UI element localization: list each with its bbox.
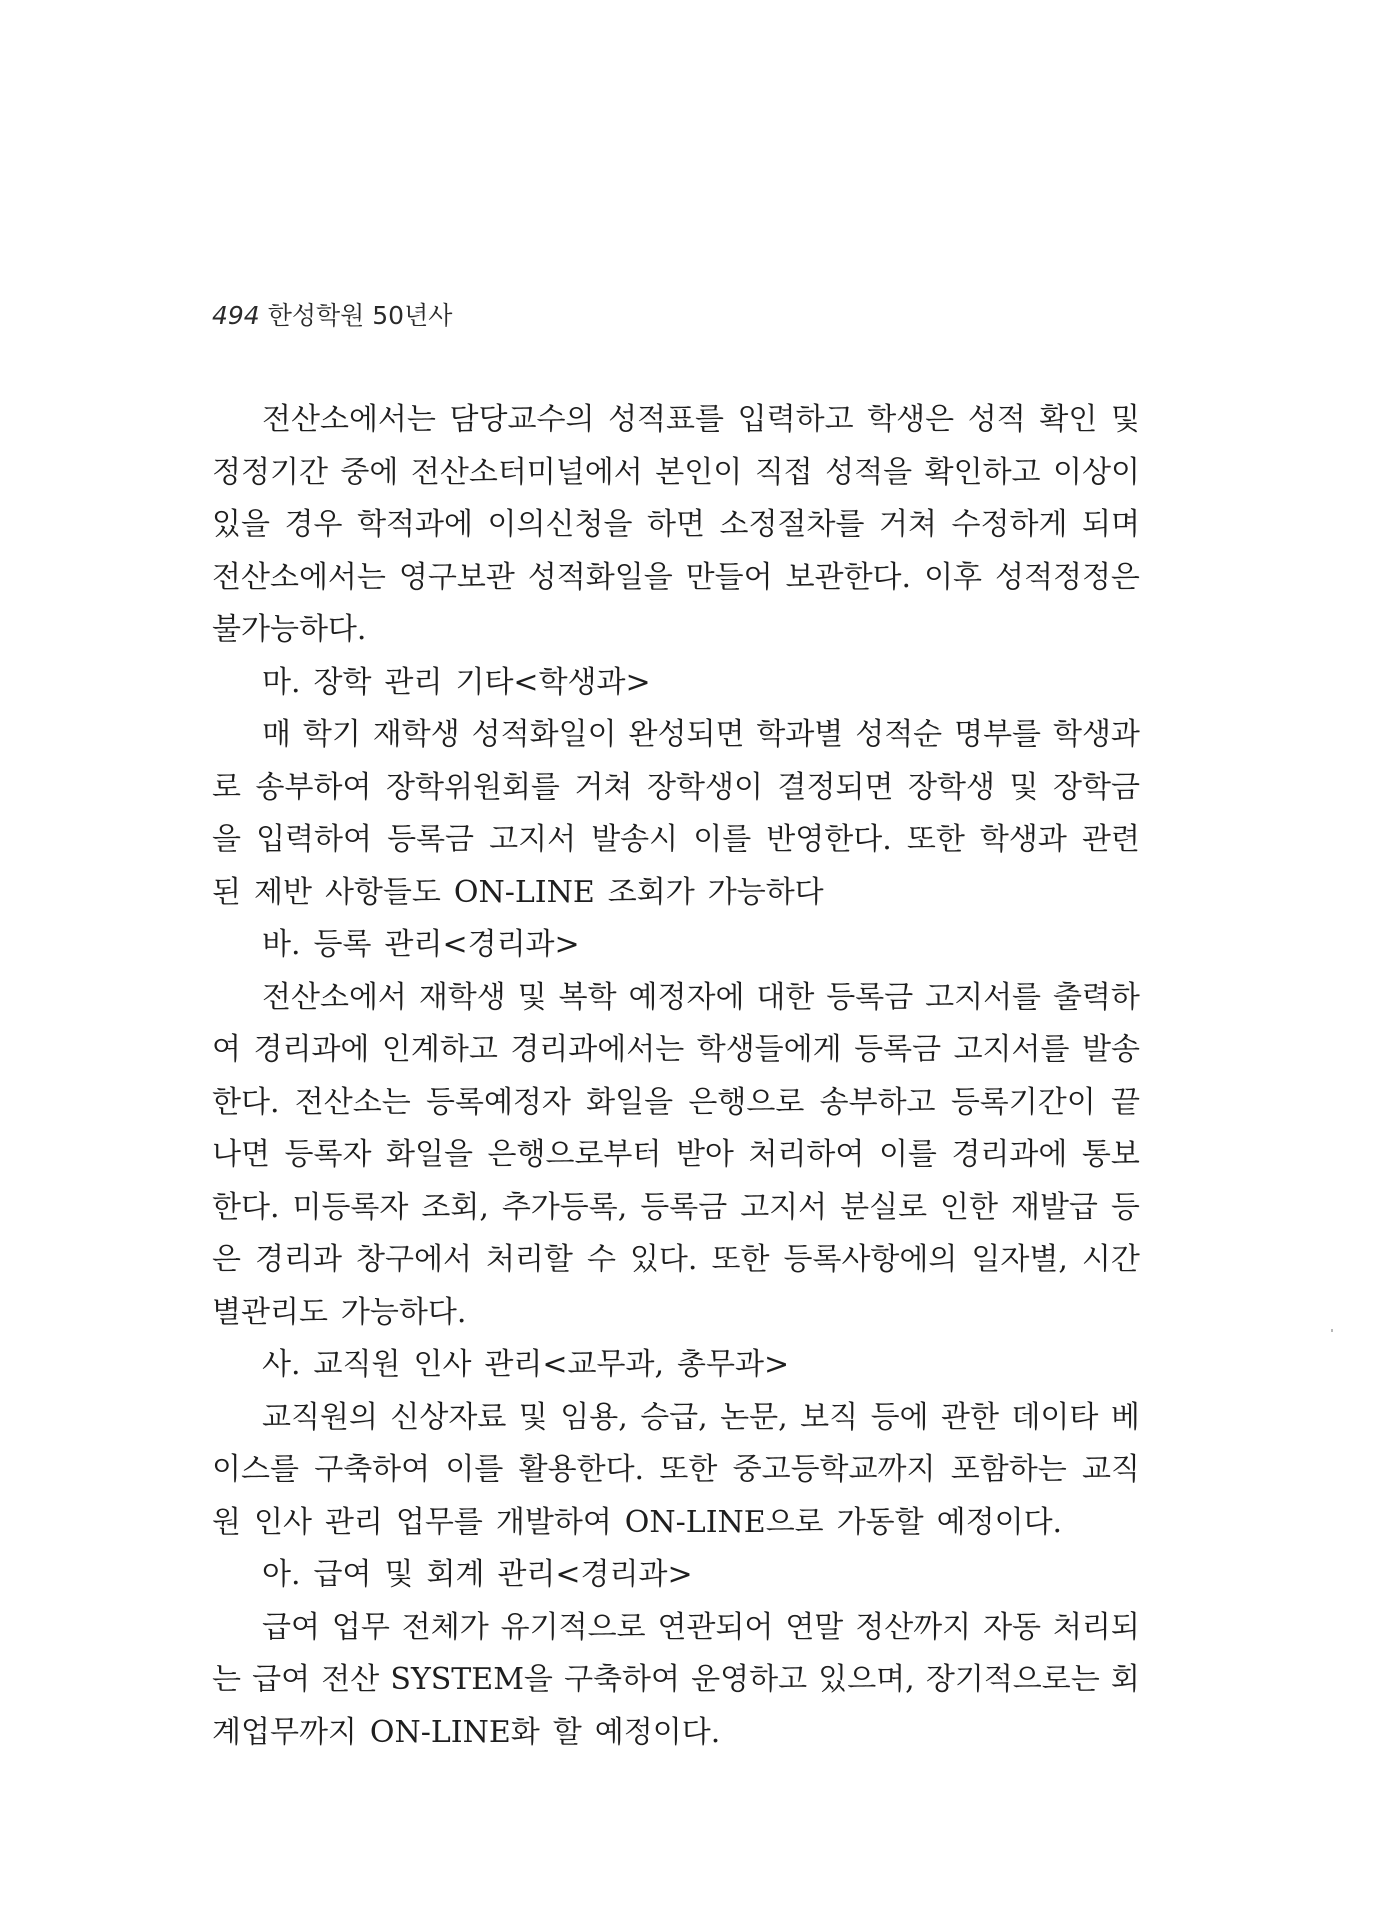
word: 재발급 — [1010, 1189, 1098, 1225]
word: 영구보관 — [398, 559, 515, 595]
word: 거쳐 — [879, 507, 937, 542]
word: 만들어 — [685, 559, 773, 595]
word: 화일을 — [586, 1084, 674, 1120]
running-header — [212, 296, 452, 332]
word: 송부하고 — [819, 1084, 936, 1120]
word: 인사 — [253, 1504, 312, 1540]
text-line — [212, 1392, 1140, 1445]
word: 및 — [384, 1557, 414, 1592]
word: 자동 — [983, 1609, 1042, 1645]
text-line — [212, 1024, 1140, 1077]
word: 이를 — [445, 1452, 504, 1487]
word: 베 — [1110, 1399, 1140, 1435]
word: 확인하고 — [924, 454, 1041, 490]
word: 급여 — [313, 1557, 372, 1592]
word: 완성되면 — [628, 717, 745, 752]
word: 복학 — [558, 979, 617, 1015]
word: 학생들에게 — [696, 1032, 842, 1067]
word: 고지서를 — [925, 979, 1042, 1015]
word: 구축하여 — [314, 1452, 431, 1487]
word: 장학금 — [1053, 769, 1140, 805]
word: 여 — [212, 1032, 241, 1067]
word: 소정절차를 — [719, 507, 865, 542]
word: 관리<경리과> — [384, 927, 580, 962]
word: 확인 — [1039, 402, 1098, 437]
word: 을 — [212, 822, 241, 857]
text-line — [212, 814, 1140, 867]
word: 또한 — [906, 822, 965, 857]
word: 출력하 — [1052, 979, 1140, 1015]
word: 전산소에서 — [262, 979, 407, 1015]
word: 결정되면 — [777, 769, 894, 805]
word: 장학생이 — [647, 769, 763, 805]
text-line — [212, 1602, 1140, 1655]
word: 업무를 — [395, 1504, 483, 1540]
text-line — [212, 762, 1140, 815]
word: 예정이다. — [594, 1714, 721, 1750]
word: SYSTEM을 — [390, 1662, 553, 1697]
word: 가능하다. — [340, 1294, 467, 1330]
text-line — [212, 1182, 1140, 1235]
word: 성적을 — [825, 454, 913, 490]
word: 학생과 — [1052, 717, 1140, 752]
word: 개발하여 — [495, 1504, 612, 1540]
word: 제반 — [253, 874, 312, 910]
word: 인한 — [940, 1189, 998, 1225]
word: 경리과 — [255, 1242, 342, 1277]
word: 이스를 — [212, 1452, 299, 1487]
book-title: 한성학원 50년사 — [267, 301, 453, 330]
word: 조회가 — [607, 874, 695, 910]
word: 데이타 — [1011, 1399, 1099, 1435]
word: 신상자료 — [390, 1399, 507, 1435]
word: 등록예정자 — [425, 1084, 571, 1120]
word: 는 — [212, 1662, 241, 1697]
word: 한다. — [212, 1084, 280, 1120]
text-line — [212, 1707, 1140, 1760]
word: 정산까지 — [855, 1609, 972, 1645]
word: 보관한다. — [785, 559, 912, 595]
text-line — [212, 604, 1140, 657]
word: 관련 — [1081, 822, 1140, 857]
word: 고지서를 — [953, 1032, 1070, 1067]
word: 있으며, — [818, 1662, 915, 1697]
word: ON-LINE — [453, 874, 595, 910]
word: 발송시 — [591, 822, 679, 857]
word: 통보 — [1081, 1137, 1140, 1172]
word: 또한 — [711, 1242, 770, 1277]
section-heading — [212, 657, 1140, 710]
page-number: 494 — [212, 301, 260, 330]
word: 경리과에 — [951, 1137, 1068, 1172]
text-line — [212, 1234, 1140, 1287]
word: 회계 — [426, 1557, 485, 1592]
word: 할 — [552, 1714, 582, 1750]
word: 있다. — [629, 1242, 698, 1277]
word: 등 — [1110, 1189, 1140, 1225]
word: 전산소에서는 — [212, 559, 386, 595]
word: 전산 — [321, 1662, 380, 1697]
word: 정정기간 — [212, 454, 328, 490]
word: 성적화일을 — [527, 559, 673, 595]
word: 한다. — [212, 1189, 280, 1225]
word: 승급, — [640, 1399, 708, 1435]
text-line — [212, 1129, 1140, 1182]
word: 조회, — [421, 1189, 489, 1225]
word: 끝 — [1111, 1084, 1140, 1120]
word: 총무과> — [677, 1347, 790, 1382]
word: 재학생 — [418, 979, 506, 1015]
word: 관리<경리과> — [497, 1557, 693, 1592]
word: 학생은 — [867, 402, 955, 437]
word: 보직 — [800, 1399, 859, 1435]
word: 또한 — [659, 1452, 718, 1487]
word: 처리하여 — [748, 1137, 865, 1172]
word: 학생과 — [979, 822, 1067, 857]
word: 및 — [517, 979, 547, 1015]
text-line — [212, 447, 1140, 500]
word: 성적정정은 — [995, 559, 1140, 595]
word: 급여 — [252, 1662, 311, 1697]
word: 하면 — [647, 507, 705, 542]
word: 있을 — [212, 507, 270, 542]
word: 마. — [262, 664, 301, 700]
word: 예정자에 — [628, 979, 745, 1015]
word: 별관리도 — [212, 1294, 328, 1330]
text-line — [212, 972, 1140, 1025]
word: 등록금 — [826, 979, 914, 1015]
body-text — [212, 394, 1140, 1759]
word: 연관되어 — [657, 1609, 774, 1645]
word: 불가능하다. — [212, 612, 367, 647]
word: 가능하다 — [707, 874, 824, 910]
word: 및 — [1111, 402, 1140, 437]
word: 아. — [262, 1557, 301, 1592]
word: 예정이다. — [936, 1504, 1063, 1540]
word: 학과별 — [756, 717, 844, 752]
word: 등록 — [313, 927, 372, 962]
word: 미등록자 — [292, 1189, 409, 1225]
word: 수정하게 — [951, 507, 1068, 542]
word: 등록금 — [387, 822, 475, 857]
word: 반영한다. — [766, 822, 892, 857]
word: 교직원의 — [262, 1399, 378, 1435]
word: 교직 — [1081, 1452, 1140, 1487]
word: 처리되 — [1052, 1609, 1140, 1645]
word: 이상이 — [1053, 454, 1140, 490]
word: 장학 — [313, 664, 372, 700]
word: 된 — [212, 874, 241, 910]
word: 학적과에 — [357, 507, 473, 542]
word: 성적표를 — [608, 402, 724, 437]
word: 학기 — [302, 717, 361, 752]
word: 추가등록, — [501, 1189, 628, 1225]
word: 원 — [212, 1504, 241, 1540]
word: 등록사항에의 — [783, 1242, 958, 1277]
word: 이를 — [878, 1137, 937, 1172]
word: 입력하고 — [737, 402, 854, 437]
word: 인계하고 — [381, 1032, 498, 1067]
word: 이후 — [924, 559, 983, 595]
word: 유기적으로 — [500, 1609, 646, 1645]
word: 일자별, — [971, 1242, 1068, 1277]
word: 및 — [518, 1399, 548, 1435]
word: 관리 — [324, 1504, 383, 1540]
word: 이를 — [693, 822, 752, 857]
section-heading — [212, 1339, 1140, 1392]
word: 고지서 — [489, 822, 577, 857]
word: 운영하고 — [691, 1662, 808, 1697]
word: 구축하여 — [564, 1662, 680, 1697]
word: 입력하여 — [256, 822, 372, 857]
word: 인사 — [413, 1347, 472, 1382]
word: 전산소는 — [294, 1084, 411, 1120]
word: 장기적으로는 — [925, 1662, 1100, 1697]
word: 기타<학생과> — [455, 664, 651, 700]
word: 창구에서 — [356, 1242, 472, 1277]
word: 장학위원회를 — [386, 769, 560, 805]
word: 경우 — [284, 507, 343, 542]
word: 은행으로부터 — [487, 1137, 662, 1172]
word: 장학생 — [907, 769, 995, 805]
word: 송부하여 — [255, 769, 372, 805]
word: 되며 — [1082, 507, 1140, 542]
word: 거쳐 — [574, 769, 633, 805]
word: ON-LINE화 — [369, 1714, 540, 1750]
word: 전체가 — [401, 1609, 489, 1645]
word: 관리<교무과, — [484, 1347, 665, 1382]
word: 발송 — [1082, 1032, 1140, 1067]
word: 가동할 — [836, 1504, 924, 1540]
word: 관리 — [384, 664, 443, 700]
word: 등록금 — [640, 1189, 728, 1225]
word: 성적화일이 — [471, 717, 617, 752]
word: 고지서 — [740, 1189, 828, 1225]
word: 바. — [262, 927, 301, 962]
text-line — [212, 867, 1140, 920]
word: 로 — [212, 769, 241, 805]
text-line — [212, 1654, 1140, 1707]
word: 사항들도 — [324, 874, 441, 910]
text-line — [212, 394, 1140, 447]
word: 전산소에서는 — [262, 402, 436, 437]
word: 임용, — [560, 1399, 628, 1435]
word: 수 — [586, 1242, 616, 1277]
text-line — [212, 552, 1140, 605]
word: 은행으로 — [688, 1084, 805, 1120]
word: 성적 — [967, 402, 1026, 437]
word: ON-LINE으로 — [624, 1504, 824, 1540]
word: 회 — [1110, 1662, 1140, 1697]
word: 등록금 — [854, 1032, 942, 1067]
word: 받아 — [675, 1137, 734, 1172]
word: 계업무까지 — [212, 1714, 357, 1750]
word: 중고등학교까지 — [732, 1452, 936, 1487]
word: 교직원 — [313, 1347, 401, 1382]
word: 등록기간이 — [950, 1084, 1096, 1120]
word: 논문, — [720, 1399, 788, 1435]
word: 중에 — [340, 454, 399, 490]
text-line — [212, 1497, 1140, 1550]
word: 대한 — [756, 979, 815, 1015]
word: 재학생 — [372, 717, 460, 752]
word: 성적순 — [855, 717, 943, 752]
word: 등에 — [870, 1399, 929, 1435]
scan-speck — [1331, 1329, 1333, 1332]
word: 및 — [1009, 769, 1039, 805]
word: 업무 — [331, 1609, 390, 1645]
word: 직접 — [754, 454, 813, 490]
word: 활용한다. — [518, 1452, 645, 1487]
word: 나면 — [212, 1137, 270, 1172]
text-line — [212, 499, 1140, 552]
word: 전산소터미널에서 — [410, 454, 643, 490]
word: 시간 — [1081, 1242, 1140, 1277]
text-line — [212, 1287, 1140, 1340]
word: 등록자 — [284, 1137, 372, 1172]
text-line — [212, 1444, 1140, 1497]
word: 사. — [262, 1347, 301, 1382]
section-heading — [212, 919, 1140, 972]
word: 관한 — [941, 1399, 999, 1435]
word: 분실로 — [840, 1189, 928, 1225]
section-heading — [212, 1549, 1140, 1602]
word: 은 — [212, 1242, 241, 1277]
word: 경리과에서는 — [510, 1032, 685, 1067]
text-line — [212, 709, 1140, 762]
word: 담당교수의 — [449, 402, 595, 437]
word: 경리과에 — [253, 1032, 370, 1067]
word: 명부를 — [954, 717, 1042, 752]
word: 매 — [262, 717, 291, 752]
word: 본인이 — [655, 454, 743, 490]
word: 화일을 — [386, 1137, 473, 1172]
word: 포함하는 — [950, 1452, 1067, 1487]
word: 이의신청을 — [487, 507, 633, 542]
word: 급여 — [262, 1609, 320, 1645]
text-line — [212, 1077, 1140, 1130]
word: 처리할 — [485, 1242, 573, 1277]
word: 연말 — [785, 1609, 844, 1645]
